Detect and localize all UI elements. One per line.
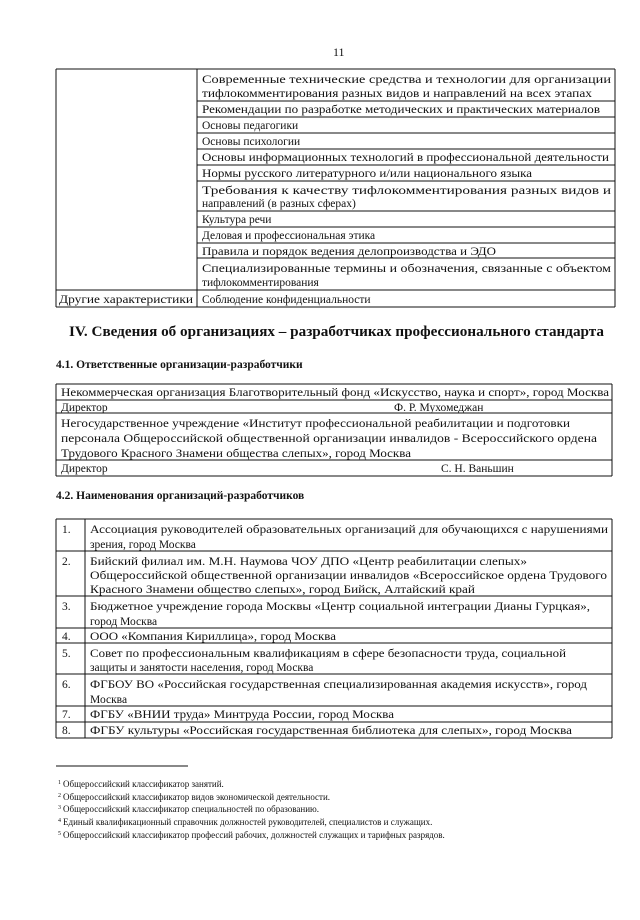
requirement-item: Основы педагогики — [202, 120, 299, 132]
developer-organization: ФГБУ «ВНИИ труда» Минтруда России, город Москва — [90, 709, 394, 721]
footnote-text: Общероссийский классификатор видов экономической деятельности. — [63, 792, 331, 802]
director-label-2: Директор — [61, 463, 108, 475]
subsection-4-1-heading: 4.1. Ответственные организации-разработчики — [56, 359, 303, 371]
footnote-text: Единый квалификационный справочник должностей руководителей, специалистов и служащих. — [63, 817, 433, 827]
developer-organizations-table — [56, 519, 612, 738]
developer-organization: город Москва — [90, 616, 158, 628]
row-number: 3. — [62, 601, 71, 613]
row-number: 4. — [62, 631, 71, 643]
footnote-mark: 4 — [58, 818, 61, 824]
director-name-1: Ф. Р. Мухомеджан — [394, 402, 484, 414]
footnote-text: Общероссийский классификатор профессий рабочих, должностей служащих и тарифных разрядов. — [63, 830, 445, 840]
requirement-item: тифлокомментирования — [202, 277, 319, 289]
developer-organization: ФГБУ культуры «Российская государственная библиотека для слепых», город Москва — [90, 725, 572, 737]
developer-organization: Бийский филиал им. М.Н. Наумова ЧОУ ДПО «Центр реабилитации слепых» — [90, 556, 528, 568]
requirement-item: Правила и порядок ведения делопроизводства и ЭДО — [202, 246, 496, 258]
row-number: 6. — [62, 679, 71, 691]
footnote — [58, 817, 432, 827]
row-number: 1. — [62, 524, 71, 536]
developer-organization: Красного Знамени общество слепых», город Бийск, Алтайский край — [90, 584, 475, 596]
footnote — [58, 779, 224, 789]
footnote-mark: 3 — [58, 805, 61, 811]
developer-organization: зрения, город Москва — [90, 539, 196, 551]
row-number: 5. — [62, 648, 71, 660]
developer-organization: ООО «Компания Кириллица», город Москва — [90, 631, 336, 643]
requirement-item: Нормы русского литературного и/или национального языка — [202, 168, 532, 180]
footnotes — [58, 779, 445, 840]
footnote — [58, 804, 319, 814]
developer-organization: Общероссийской общественной организации инвалидов «Всероссийское ордена Трудового — [90, 570, 608, 582]
developer-organization: Москва — [90, 694, 128, 706]
requirement-item: Деловая и профессиональная этика — [202, 230, 376, 242]
subsection-4-2-heading: 4.2. Наименования организаций-разработчиков — [56, 490, 305, 502]
director-label-1: Директор — [61, 402, 108, 414]
requirement-item: Основы психологии — [202, 136, 301, 148]
footnote-text: Общероссийский классификатор занятий. — [63, 779, 224, 789]
row-number: 2. — [62, 556, 71, 568]
footnote — [58, 830, 445, 840]
developer-organization: ФГБОУ ВО «Российская государственная специализированная академия искусств», город — [90, 679, 588, 691]
section-title: IV. Сведения об организациях – разработчиках профессионального стандарта — [69, 324, 605, 340]
footnote-mark: 2 — [58, 793, 61, 799]
responsible-organization-2: персонала Общероссийской общественной организации инвалидов - Всероссийского ордена — [61, 433, 597, 445]
developer-organization: Ассоциация руководителей образовательных организаций для обучающихся с нарушениями — [90, 524, 608, 536]
developer-organization: Бюджетное учреждение города Москвы «Центр социальной интеграции Дианы Гурцкая», — [90, 601, 591, 613]
requirement-item: Специализированные термины и обозначения, связанные с объектом — [202, 263, 612, 275]
developer-organization: защиты и занятости населения, город Москва — [90, 662, 314, 674]
footnote — [58, 792, 330, 802]
footnote-text: Общероссийский классификатор специальностей по образованию. — [63, 804, 319, 814]
requirement-item: Требования к качеству тифлокомментирования разных видов и — [202, 185, 611, 197]
requirements-list — [59, 74, 612, 306]
requirement-item: Современные технические средства и технологии для организации — [202, 74, 611, 86]
requirement-item: направлений (в разных сферах) — [202, 198, 356, 210]
page-number: 11 — [333, 45, 345, 59]
responsible-organization-2: Трудового Красного Знамени общества слепых», город Москва — [61, 448, 411, 460]
requirement-item: Рекомендации по разработке методических и практических материалов — [202, 104, 601, 116]
developer-organizations — [62, 524, 608, 737]
row-number: 8. — [62, 725, 71, 737]
footnote-mark: 1 — [58, 780, 61, 786]
footnote-mark: 5 — [58, 831, 61, 837]
requirement-item: Культура речи — [202, 214, 272, 226]
requirement-item: Основы информационных технологий в профессиональной деятельности — [202, 152, 609, 164]
other-characteristics-value: Соблюдение конфиденциальности — [202, 294, 371, 306]
responsible-organization-2: Негосударственное учреждение «Институт профессиональной реабилитации и подготовки — [61, 418, 570, 430]
developer-organization: Совет по профессиональным квалификациям в сфере безопасности труда, социальной — [90, 648, 566, 660]
responsible-organization-1: Некоммерческая организация Благотворительный фонд «Искусство, наука и спорт», город Москва — [61, 387, 609, 399]
other-characteristics-label: Другие характеристики — [59, 294, 193, 306]
row-number: 7. — [62, 709, 71, 721]
requirement-item: тифлокомментирования разных видов и направлений на всех этапах — [202, 88, 593, 100]
director-name-2: С. Н. Ваньшин — [441, 463, 514, 475]
